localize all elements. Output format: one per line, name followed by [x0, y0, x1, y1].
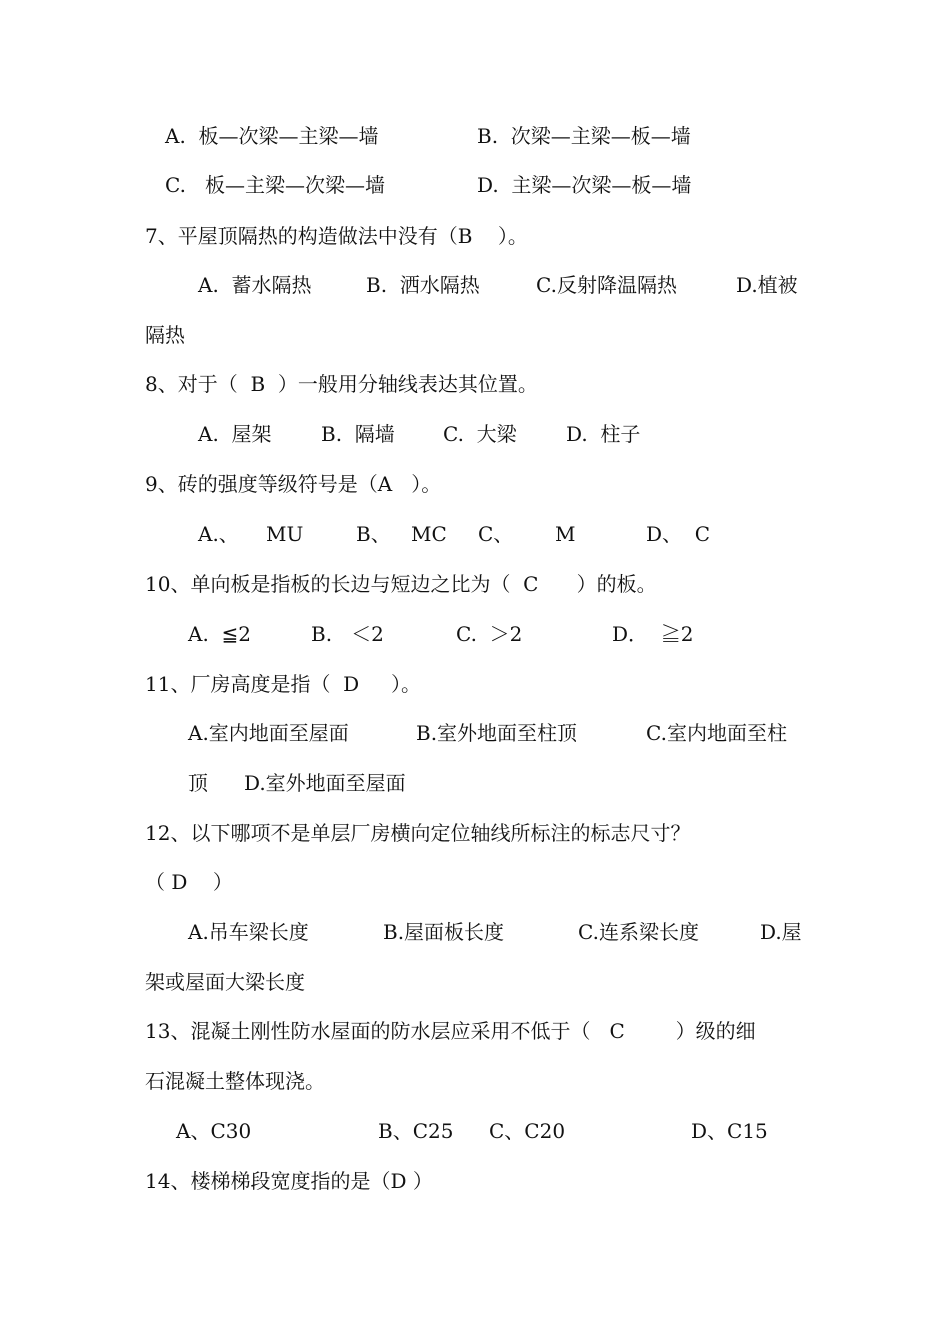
option-a: A.吊车梁长度	[188, 920, 309, 944]
q6-options-row-2	[0, 170, 950, 200]
question-text: 8、对于（ B ）一般用分轴线表达其位置。	[145, 372, 538, 396]
option-b: B、C25	[378, 1119, 454, 1143]
option-b: B. ＜2	[311, 622, 384, 646]
question-13-continued	[0, 1066, 950, 1096]
question-9	[0, 469, 950, 499]
question-8	[0, 369, 950, 399]
question-text: 12、以下哪项不是单层厂房横向定位轴线所标注的标志尺寸？	[145, 821, 691, 845]
option-d: D. 柱子	[566, 422, 641, 446]
option-a-label: A.、	[198, 522, 239, 546]
option-b-value: MC	[411, 522, 447, 546]
option-d: D. 主梁—次梁—板—墙	[477, 173, 692, 197]
option-b: B.室外地面至柱顶	[416, 721, 578, 745]
option-c: C、C20	[489, 1119, 566, 1143]
option-c: C. 大梁	[443, 422, 517, 446]
question-10	[0, 569, 950, 599]
option-a: A、C30	[176, 1119, 252, 1143]
option-d-continued: 隔热	[145, 323, 185, 347]
option-b-label: B、	[356, 522, 391, 546]
question-text-continued: 石混凝土整体现浇。	[145, 1069, 325, 1093]
question-text: 13、混凝土刚性防水屋面的防水层应采用不低于（ C ）级的细	[145, 1019, 756, 1043]
option-a: A. 屋架	[198, 422, 272, 446]
q13-options-row	[0, 1116, 950, 1146]
q7-options-row	[0, 270, 950, 300]
question-text: 9、砖的强度等级符号是（A ）。	[145, 472, 442, 496]
q8-options-row	[0, 419, 950, 449]
q12-options-row-continued	[0, 967, 950, 997]
option-d: D.屋	[760, 920, 802, 944]
option-d: D． ≧2	[612, 622, 694, 646]
q6-options-row-1	[0, 121, 950, 151]
question-14	[0, 1166, 950, 1196]
option-d: D、 C	[646, 522, 711, 546]
question-11	[0, 669, 950, 699]
option-a: A.室内地面至屋面	[188, 721, 349, 745]
option-b: B. 洒水隔热	[366, 273, 480, 297]
question-text: 14、楼梯梯段宽度指的是（D ）	[145, 1169, 433, 1193]
option-b: B. 隔墙	[321, 422, 395, 446]
question-12-answer	[0, 867, 950, 897]
option-a: A. 蓄水隔热	[198, 273, 312, 297]
option-a: A. 板—次梁—主梁—墙	[165, 124, 379, 148]
q12-options-row	[0, 917, 950, 947]
q11-options-row	[0, 718, 950, 748]
option-c-value: M	[555, 522, 576, 546]
option-a: A. ≦2	[188, 622, 251, 646]
question-12	[0, 818, 950, 848]
option-b: B. 次梁—主梁—板—墙	[477, 124, 691, 148]
question-text: 11、厂房高度是指（ D ）。	[145, 672, 421, 696]
q11-options-row-continued	[0, 768, 950, 798]
q10-options-row	[0, 619, 950, 649]
option-c: C.反射降温隔热	[536, 273, 677, 297]
option-c: C.连系梁长度	[578, 920, 699, 944]
option-c-continued: 顶	[188, 771, 208, 795]
option-c: C.室内地面至柱	[646, 721, 787, 745]
option-c: C. 板—主梁—次梁—墙	[165, 173, 386, 197]
option-d: D.植被	[736, 273, 798, 297]
option-b: B.屋面板长度	[383, 920, 505, 944]
option-a-value: MU	[266, 522, 304, 546]
option-d: D.室外地面至屋面	[244, 771, 406, 795]
option-c-label: C、	[478, 522, 514, 546]
option-d: D、C15	[691, 1119, 768, 1143]
question-7	[0, 221, 950, 251]
answer-blank: （ D ）	[145, 870, 233, 894]
q7-options-row-continued	[0, 320, 950, 350]
option-d-continued: 架或屋面大梁长度	[145, 970, 305, 994]
question-text: 10、单向板是指板的长边与短边之比为（ C ）的板。	[145, 572, 657, 596]
q9-options-row	[0, 519, 950, 549]
question-13	[0, 1016, 950, 1046]
option-c: C. ＞2	[456, 622, 523, 646]
question-text: 7、平屋顶隔热的构造做法中没有（B ）。	[145, 224, 528, 248]
